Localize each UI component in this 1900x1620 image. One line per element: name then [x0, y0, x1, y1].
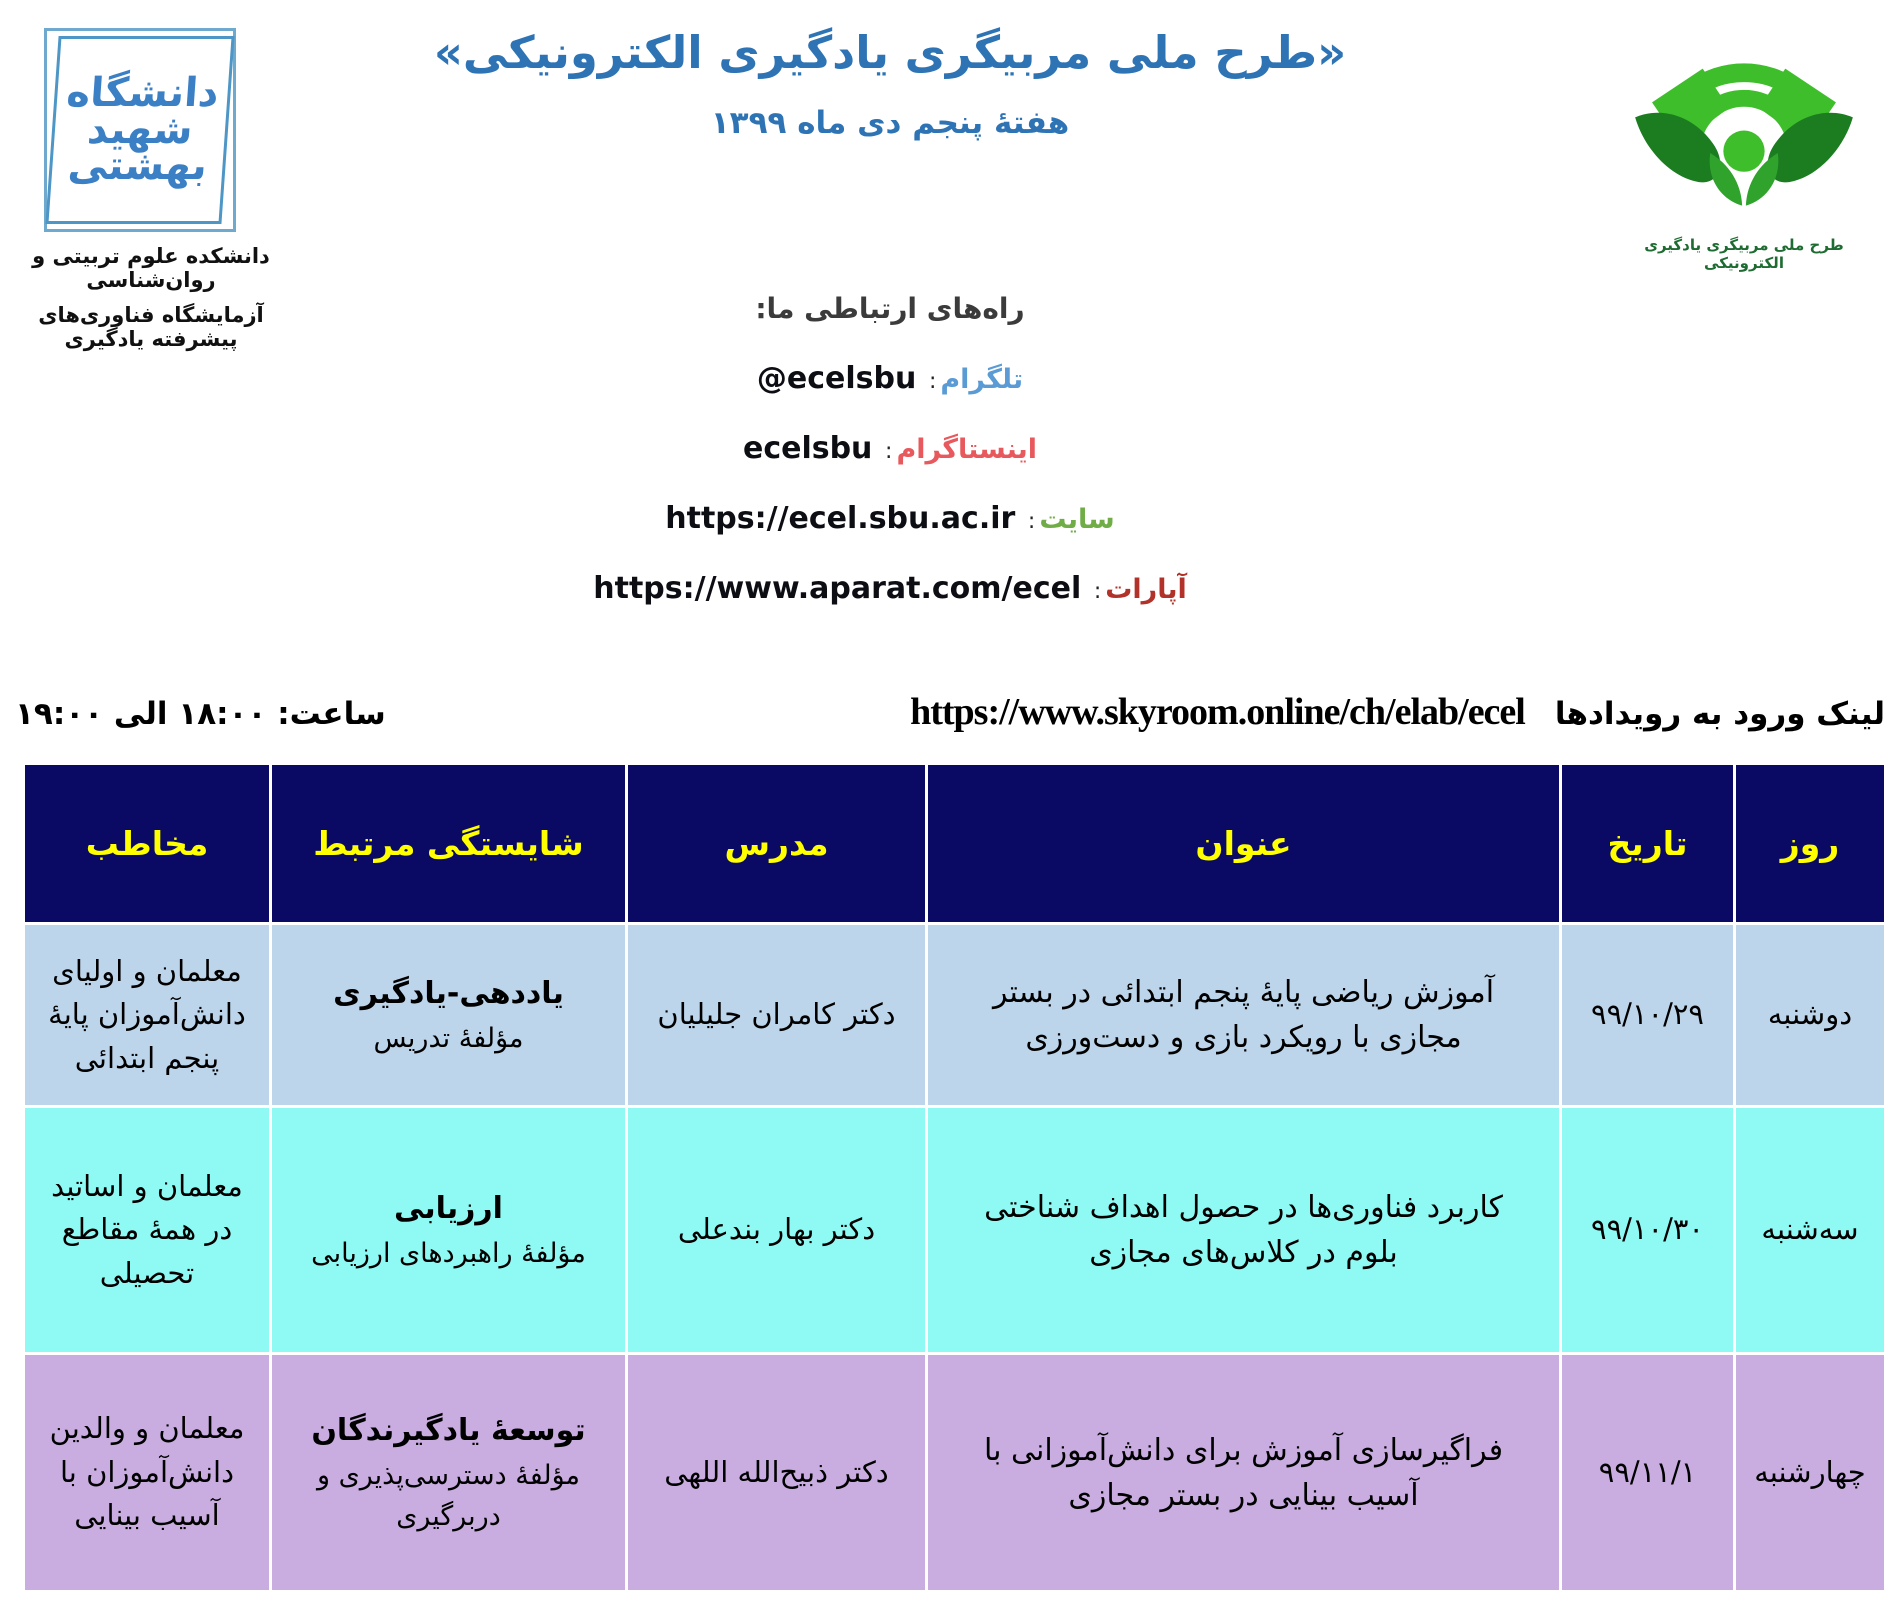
- col-header-day: روز: [1735, 764, 1886, 924]
- schedule-table: [22, 762, 1887, 1593]
- instagram-label: اینستاگرام: [896, 434, 1038, 465]
- competency-sub: مؤلفهٔ راهبردهای ارزیابی: [311, 1237, 586, 1269]
- competency-main: ارزیابی: [394, 1190, 503, 1226]
- competency-cell: [271, 1107, 627, 1354]
- session-title-cell: فراگیرسازی آموزش برای دانش‌آموزانی با آسیب بینایی در بستر مجازی: [927, 1354, 1561, 1592]
- contact-item-telegram: [355, 361, 1425, 396]
- telegram-link[interactable]: @ecelsbu: [756, 361, 917, 396]
- events-link-group: [910, 690, 1885, 734]
- date-cell: ۹۹/۱۱/۱: [1561, 1354, 1735, 1592]
- faculty-name: دانشکده علوم تربیتی و روان‌شناسی: [32, 244, 270, 292]
- colon: :: [885, 439, 893, 464]
- contact-item-website: [355, 501, 1425, 536]
- date-cell: ۹۹/۱۰/۳۰: [1561, 1107, 1735, 1354]
- aparat-link[interactable]: https://www.aparat.com/ecel: [593, 571, 1082, 606]
- col-header-date: تاریخ: [1561, 764, 1735, 924]
- col-header-audience: مخاطب: [24, 764, 271, 924]
- telegram-label: تلگرام: [940, 364, 1024, 395]
- program-logo-icon: [1622, 14, 1866, 232]
- university-logo-word-2: شهید: [85, 106, 195, 153]
- schedule-row-monday: [24, 924, 1886, 1107]
- program-logo-caption: طرح ملی مربیگری یادگیری الکترونیکی: [1644, 236, 1844, 272]
- session-title-cell: کاربرد فناوری‌ها در حصول اهداف شناختی بلوم در کلاس‌های مجازی: [927, 1107, 1561, 1354]
- colon: :: [928, 369, 937, 394]
- skyroom-link[interactable]: https://www.skyroom.online/ch/elab/ecel: [910, 691, 1525, 733]
- poster-heading: [355, 26, 1425, 141]
- events-bar: [15, 690, 1885, 734]
- contact-heading: راه‌های ارتباطی ما:: [755, 292, 1025, 325]
- session-time: ساعت: ۱۸:۰۰ الی ۱۹:۰۰: [15, 696, 386, 732]
- events-link-label: لینک ورود به رویدادها: [1554, 696, 1885, 732]
- instagram-link[interactable]: ecelsbu: [742, 431, 873, 466]
- university-logo-word-3: بهشتی: [66, 143, 209, 190]
- session-title-cell: آموزش ریاضی پایهٔ پنجم ابتدائی در بستر مجازی با رویکرد بازی و دست‌ورزی: [927, 924, 1561, 1107]
- competency-sub: مؤلفهٔ تدریس: [373, 1022, 524, 1054]
- competency-main: توسعهٔ یادگیرندگان: [311, 1413, 586, 1448]
- schedule-row-tuesday: [24, 1107, 1886, 1354]
- page-title: «طرح ملی مربیگری یادگیری الکترونیکی»: [433, 26, 1347, 79]
- col-header-title: عنوان: [927, 764, 1561, 924]
- contact-item-aparat: [355, 571, 1425, 606]
- contact-section: [355, 292, 1425, 641]
- website-link[interactable]: https://ecel.sbu.ac.ir: [665, 501, 1016, 536]
- university-logo: [44, 28, 236, 232]
- day-cell: سه‌شنبه: [1735, 1107, 1886, 1354]
- date-cell: ۹۹/۱۰/۲۹: [1561, 924, 1735, 1107]
- university-logo-word-1: دانشگاه: [65, 69, 221, 116]
- website-label: سایت: [1039, 504, 1115, 535]
- university-logo-calligraphy: [45, 36, 234, 224]
- page-subtitle: هفتهٔ پنجم دی ماه ۱۳۹۹: [710, 105, 1070, 141]
- lab-name: آزمایشگاه فناوری‌های پیشرفته یادگیری: [38, 303, 264, 351]
- instructor-cell: دکتر بهار بندعلی: [627, 1107, 927, 1354]
- colon: :: [1027, 509, 1036, 534]
- contact-item-instagram: [355, 431, 1425, 466]
- schedule-row-wednesday: [24, 1354, 1886, 1592]
- col-header-competency: شایستگی مرتبط: [271, 764, 627, 924]
- audience-cell: معلمان و والدین دانش‌آموزان با آسیب بینایی: [24, 1354, 271, 1592]
- competency-sub: مؤلفهٔ دسترسی‌پذیری و دربرگیری: [316, 1460, 581, 1532]
- instructor-cell: دکتر کامران جلیلیان: [627, 924, 927, 1107]
- day-cell: چهارشنبه: [1735, 1354, 1886, 1592]
- col-header-instructor: مدرس: [627, 764, 927, 924]
- colon: :: [1093, 579, 1102, 604]
- instructor-cell: دکتر ذبیح‌الله اللهی: [627, 1354, 927, 1592]
- program-logo: [1608, 14, 1880, 272]
- schedule-header-row: [24, 764, 1886, 924]
- competency-cell: [271, 924, 627, 1107]
- day-cell: دوشنبه: [1735, 924, 1886, 1107]
- audience-cell: معلمان و اولیای دانش‌آموزان پایهٔ پنجم ابتدائی: [24, 924, 271, 1107]
- competency-cell: [271, 1354, 627, 1592]
- aparat-label: آپارات: [1105, 574, 1187, 605]
- university-captions: [0, 244, 302, 351]
- audience-cell: معلمان و اساتید در همهٔ مقاطع تحصیلی: [24, 1107, 271, 1354]
- competency-main: یاددهی-یادگیری: [333, 975, 564, 1011]
